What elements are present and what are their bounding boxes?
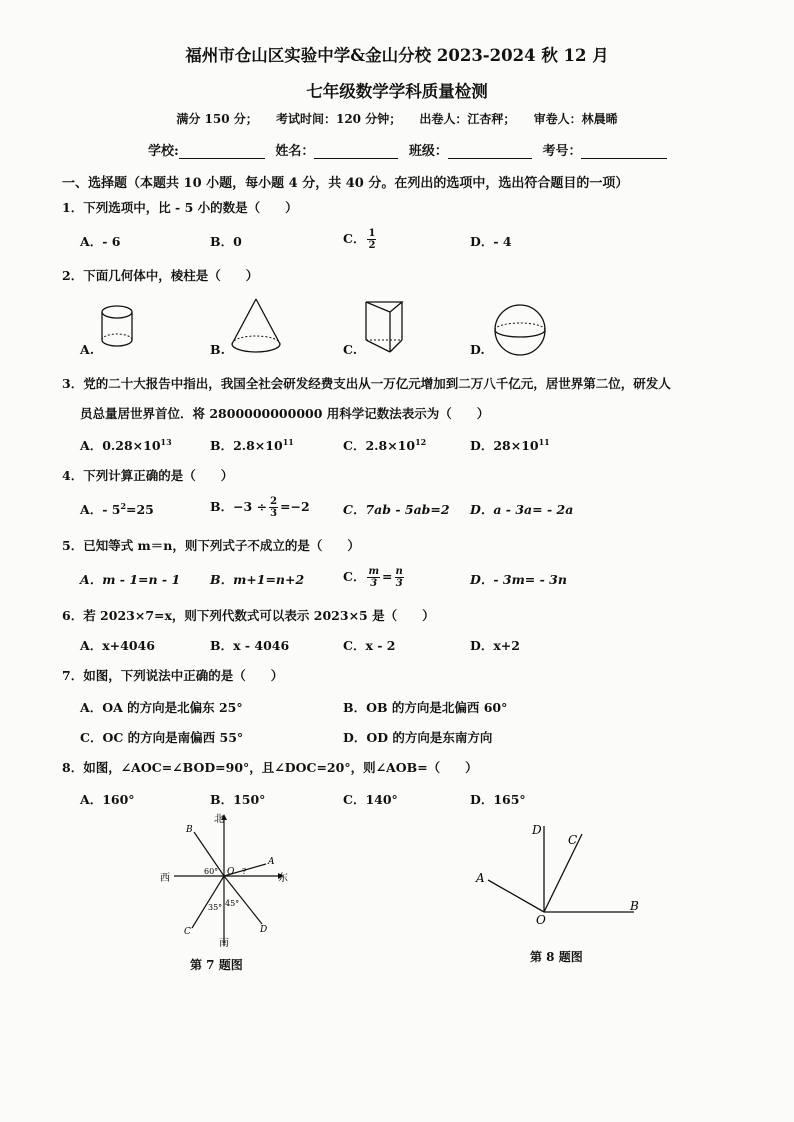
q1-c-numerator: 1 (368, 228, 376, 239)
fig7-label-a: A (268, 857, 275, 867)
q4-b-fraction: $\frac{2}{3}$ (270, 496, 278, 519)
class-field[interactable] (448, 145, 532, 159)
q7-option-a: A．OA 的方向是北偏东 25° (80, 700, 243, 715)
fig8-label-a: A (476, 871, 485, 885)
q5-option-b: B．m+1=n+2 (210, 572, 305, 587)
q3-option-b: B．$2.8\times 10^{11}$ (210, 436, 294, 453)
q2-option-a: A. (80, 342, 95, 357)
fig7-angle-q: ? (242, 867, 247, 876)
q1-option-a: A．- 6 (80, 234, 121, 249)
fig7-north: 北 (214, 814, 224, 825)
q8-option-a: A．160° (80, 792, 135, 807)
q3-stem-line1: 3．党的二十大报告中指出，我国全社会研发经费支出从一万亿元增加到二万八千亿元，居世界第二位，研发人 (62, 376, 671, 391)
school-label: 学校: (148, 144, 179, 159)
q2-stem: 2．下面几何体中，棱柱是（ ） (62, 268, 259, 283)
q1-option-d: D．- 4 (470, 234, 512, 249)
prism-figure (360, 296, 410, 358)
fig7-label-o: O (227, 867, 235, 877)
figure7-compass (150, 812, 300, 952)
q7-stem: 7．如图，下列说法中正确的是（ ） (62, 668, 284, 683)
q5-stem: 5．已知等式 m＝n，则下列式子不成立的是（ ） (62, 538, 360, 553)
q1-c-prefix: C． (343, 231, 366, 246)
q2-option-b: B. (210, 342, 225, 357)
school-field[interactable] (179, 145, 265, 159)
name-label: 姓名： (275, 144, 315, 159)
q8-option-d: D．165° (470, 792, 526, 807)
q5-option-d: D．- 3m= - 3n (470, 572, 567, 587)
full-score: 满分 150 分； (176, 112, 258, 126)
fig7-angle-35: 35° (208, 903, 223, 912)
fig7-west: 西 (160, 873, 170, 884)
author: 出卷人：江杏秤； (419, 112, 516, 126)
fig7-east: 东 (278, 873, 288, 884)
q7-option-c: C．OC 的方向是南偏西 55° (80, 730, 244, 745)
q8-option-c: C．140° (343, 792, 398, 807)
exam-time: 考试时间：120 分钟； (275, 112, 402, 126)
q7-option-d: D．OD 的方向是东南方向 (343, 730, 493, 745)
q8-stem: 8．如图，∠AOC=∠BOD=90°，且∠DOC=20°，则∠AOB=（ ） (62, 760, 478, 775)
q3-option-a: A．$0.28\times 10^{13}$ (80, 436, 172, 453)
sphere-figure (490, 300, 550, 360)
fig7-label-d: D (260, 925, 268, 935)
number-label: 考号： (542, 144, 582, 159)
q2-option-c: C. (343, 342, 358, 357)
fig7-label-c: C (184, 927, 191, 937)
reviewer: 审卷人：林晨晞 (533, 112, 618, 126)
name-field[interactable] (314, 145, 398, 159)
q5-option-a: A．m - 1=n - 1 (80, 572, 181, 587)
q4-option-a: A．- $5^2=25$ (80, 500, 154, 517)
q1-option-c (343, 228, 378, 251)
number-field[interactable] (581, 145, 667, 159)
q6-option-c: C．x - 2 (343, 638, 396, 653)
fig8-label-b: B (630, 899, 639, 913)
q7-option-b: B．OB 的方向是北偏西 60° (343, 700, 508, 715)
q4-option-b: B．−3 ÷ $\frac{2}{3}$ =−2 (210, 496, 310, 519)
exam-meta (0, 110, 794, 127)
fig8-label-c: C (568, 833, 578, 847)
cone-figure (226, 296, 286, 358)
q1-c-denominator: 2 (368, 240, 376, 251)
q4-option-c: C．7ab - 5ab=2 (343, 502, 450, 517)
q3-stem-line2: 员总量居世界首位．将 2800000000000 用科学记数法表示为（ ） (80, 406, 490, 421)
q5-option-c: C． $\frac{m}{3}$ = $\frac{n}{3}$ (343, 566, 403, 589)
exam-title-line2: 七年级数学学科质量检测 (306, 82, 488, 101)
q1-stem: 1．下列选项中，比 - 5 小的数是（ ） (62, 200, 298, 215)
q1-option-b: B．0 (210, 234, 242, 249)
q3-option-d: D．$28\times 10^{11}$ (470, 436, 550, 453)
fig8-label-d: D (532, 823, 542, 837)
fig7-angle-60: 60° (204, 867, 219, 876)
fig7-south: 南 (219, 938, 229, 949)
q6-option-a: A．x+4046 (80, 638, 155, 653)
exam-title-line1: 福州市仓山区实验中学&金山分校 2023-2024 秋 12 月 (185, 46, 609, 65)
q6-option-b: B．x - 4046 (210, 638, 290, 653)
fig7-angle-45: 45° (225, 899, 240, 908)
student-info-row (148, 140, 673, 159)
figure7-caption: 第 7 题图 (190, 958, 243, 972)
q8-option-b: B．150° (210, 792, 266, 807)
cylinder-figure (96, 300, 140, 356)
fig8-label-o: O (536, 913, 546, 926)
section-heading: 一、选择题（本题共 10 小题，每小题 4 分，共 40 分。在列出的选项中，选出符合题目的一项） (62, 176, 629, 191)
q3-option-c: C．$2.8\times 10^{12}$ (343, 436, 427, 453)
q4-stem: 4．下列计算正确的是（ ） (62, 468, 234, 483)
q1-c-fraction (367, 228, 376, 251)
q6-option-d: D．x+2 (470, 638, 520, 653)
figure8-caption: 第 8 题图 (530, 950, 583, 964)
q2-option-d: D. (470, 342, 485, 357)
fig7-label-b: B (186, 825, 193, 835)
q4-option-d: D．a - 3a= - 2a (470, 502, 574, 517)
class-label: 班级： (408, 144, 448, 159)
figure8-angles (470, 816, 650, 926)
q6-stem: 6．若 2023×7=x，则下列代数式可以表示 2023×5 是（ ） (62, 608, 435, 623)
